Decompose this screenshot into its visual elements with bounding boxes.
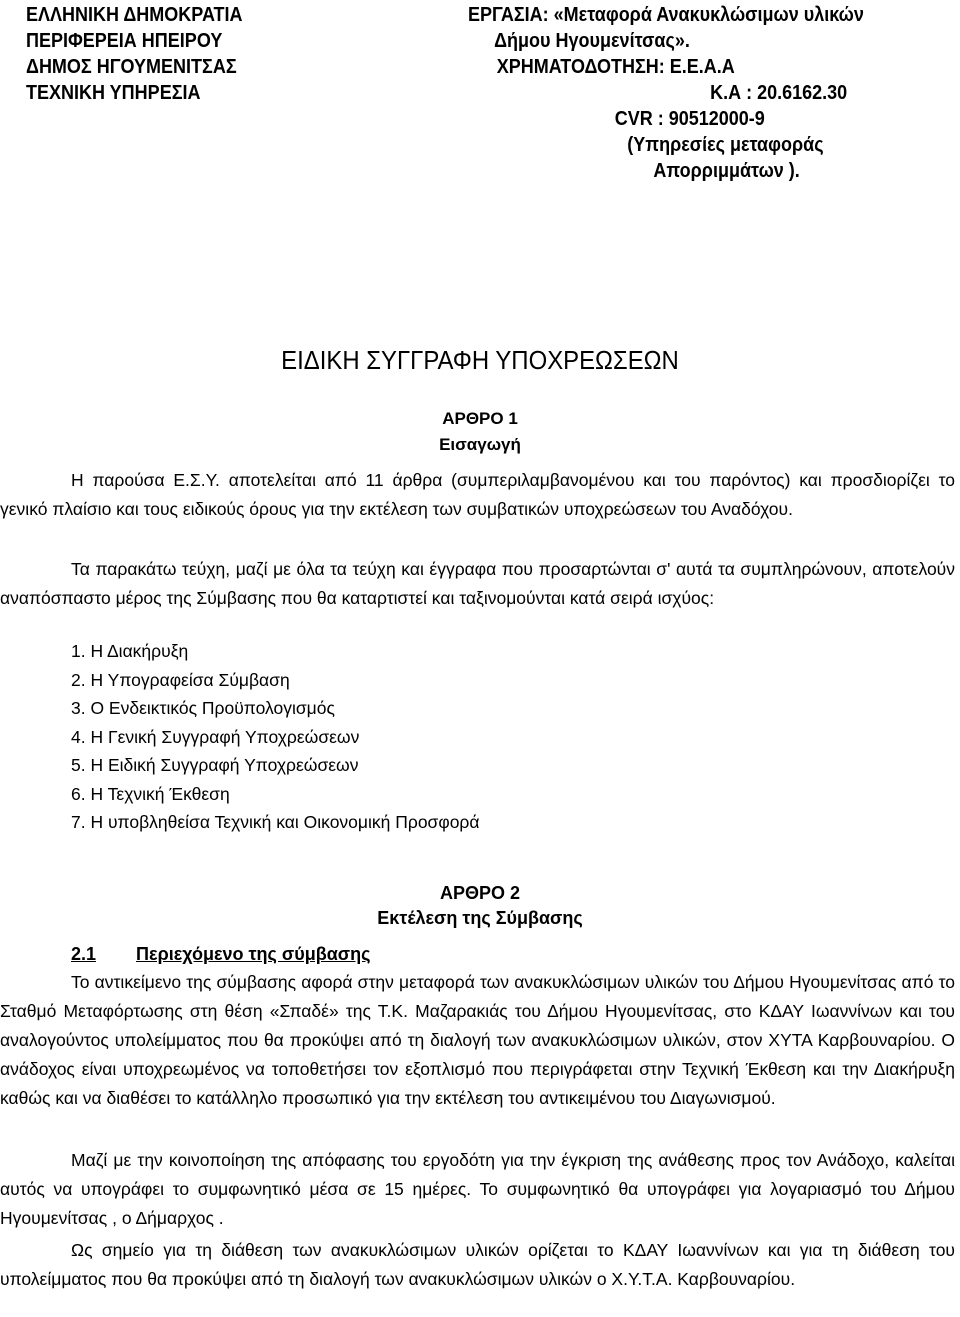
header-right-line: Κ.Α : 20.6162.30 [710,82,848,104]
header-left-line: ΠΕΡΙΦΕΡΕΙΑ ΗΠΕΙΡΟΥ [26,30,223,52]
list-item: 3. Ο Ενδεικτικός Προϋπολογισμός [71,698,335,718]
article-2-subtitle: Εκτέλεση της Σύμβασης [377,908,583,928]
article-1-paragraph-2: Τα παρακάτω τεύχη, μαζί με όλα τα τεύχη και έγγραφα που προσαρτώνται σ' αυτά τα συμπληρώνουν, αποτελούν αναπόσπαστο μέρος της Σύμβασης που θα καταρτιστεί και ταξινομούνται κατά σειρά ισχύος: [0,559,955,608]
header-right-line: ΧΡΗΜΑΤΟΔΟΤΗΣΗ: Ε.Ε.Α.Α [496,56,735,78]
list-item: 7. Η υποβληθείσα Τεχνική και Οικονομική Προσφορά [71,812,480,832]
section-heading [71,940,370,969]
header-left-line: ΔΗΜΟΣ ΗΓΟΥΜΕΝΙΤΣΑΣ [26,56,237,78]
article-2-paragraph-3: Ως σημείο για τη διάθεση των ανακυκλώσιμων υλικών ορίζεται το ΚΔΑΥ Ιωαννίνων και για τη διάθεση του υπολείμματος που θα προκύψει από τη διαλογή των ανακυκλώσιμων υλικών ο Χ.Υ.Τ.Α. Καρβουναρίου. [0,1240,955,1289]
header-right-line: CVR : 90512000-9 [614,108,765,130]
header-right [468,2,864,184]
list-item: 2. Η Υπογραφείσα Σύμβαση [71,669,290,690]
article-2-paragraph-2: Μαζί με την κοινοποίηση της απόφασης του εργοδότη για την έγκριση της ανάθεσης προς τον Ανάδοχο, καλείται αυτός να υπογράφει το συμφωνητικό μέσα σε 15 ημέρες. Το συμφωνητικό θα υπογράφει για λογαριασμό του Δήμου Ηγουμενίτσας , ο Δήμαρχος . [0,1150,955,1228]
list-item: 5. Η Ειδική Συγγραφή Υποχρεώσεων [71,755,359,775]
list-item: 4. Η Γενική Συγγραφή Υποχρεώσεων [71,726,360,747]
document-title: ΕΙΔΙΚΗ ΣΥΓΓΡΑΦΗ ΥΠΟΧΡΕΩΣΕΩΝ [281,345,679,375]
header-right-line: Δήμου Ηγουμενίτσας». [494,30,690,52]
document-list [71,637,480,837]
article-1-title: ΑΡΘΡΟ 1 [442,409,518,428]
article-1-paragraph-1: Η παρούσα Ε.Σ.Υ. αποτελείται από 11 άρθρα (συμπεριλαμβανομένου και του παρόντος) και προσδιορίζει το γενικό πλαίσιο και τους ειδικούς όρους για την εκτέλεση των συμβατικών υποχρεώσεων του Αναδόχου. [0,470,955,519]
section-title: Περιεχόμενο της σύμβασης [136,944,371,964]
article-1-subtitle: Εισαγωγή [439,435,521,454]
section-number: 2.1 [71,944,97,964]
header-left [26,2,242,106]
list-item: 6. Η Τεχνική Έκθεση [71,783,230,804]
article-2-title: ΑΡΘΡΟ 2 [439,883,521,903]
header-left-line: ΕΛΛΗΝΙΚΗ ΔΗΜΟΚΡΑΤΙΑ [26,4,243,26]
header-right-line: (Υπηρεσίες μεταφοράς [627,134,824,156]
list-item: 1. Η Διακήρυξη [71,641,189,661]
article-2-paragraph-1: Το αντικείμενο της σύμβασης αφορά στην μεταφορά των ανακυκλώσιμων υλικών του Δήμου Ηγουμενίτσας από το Σταθμό Μεταφόρτωσης στη θέση «Σπαδέ» της Τ.Κ. Μαζαρακιάς του Δήμου Ηγουμενίτσας, στο ΚΔΑΥ Ιωαννίνων και του αναλογούντος υπολείμματος που θα προκύψει από τη διαλογή των ανακυκλώσιμων υλικών, στον ΧΥΤΑ Καρβουναρίου. Ο ανάδοχος είναι υποχρεωμένος να τοποθετήσει τον εξοπλισμό που περιγράφεται στην Τεχνική Έκθεση και την Διακήρυξη καθώς και να διαθέσει το κατάλληλο προσωπικό για την εκτέλεση του αντικειμένου του Διαγωνισμού. [0,972,955,1108]
header-right-line: ΕΡΓΑΣΙΑ: «Μεταφορά Ανακυκλώσιμων υλικών [468,4,864,26]
header-left-line: ΤΕΧΝΙΚΗ ΥΠΗΡΕΣΙΑ [26,82,201,104]
header-right-line: Απορριμμάτων ). [653,160,800,182]
